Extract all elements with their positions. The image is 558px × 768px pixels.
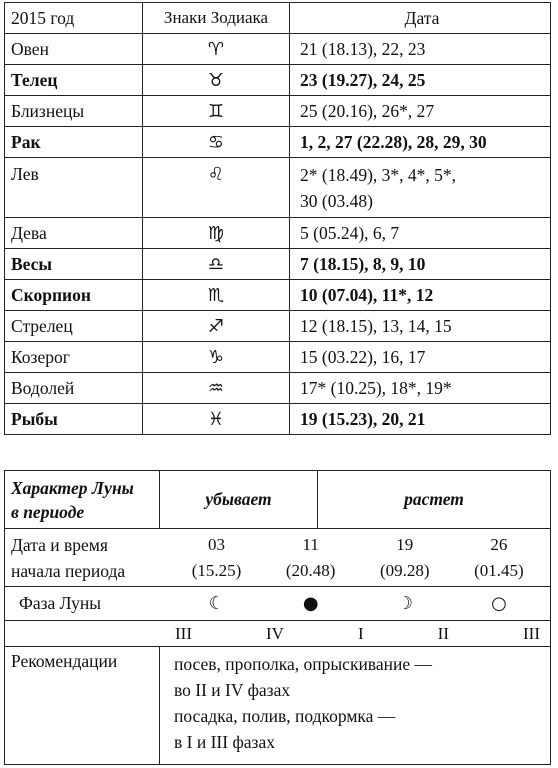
sign-name: Весы (5, 249, 143, 280)
period-start (286, 532, 336, 584)
moon-phase-table (4, 470, 551, 765)
quarter-label: II (437, 623, 449, 643)
period-start (474, 532, 524, 584)
period-time: (09.28) (380, 560, 430, 580)
moon-character-row (5, 471, 551, 529)
sign-dates-continued: 30 (03.48) (300, 190, 373, 211)
sign-name: Скорпион (5, 280, 143, 311)
quarter-label: IV (266, 623, 284, 643)
sign-name: Лев (5, 158, 143, 218)
zodiac-row (5, 127, 551, 158)
datetime-label-continued: начала периода (11, 560, 126, 581)
sign-dates: 23 (19.27), 24, 25 (290, 65, 551, 96)
sign-dates: 19 (15.23), 20, 21 (290, 404, 551, 435)
last-quarter-moon-icon: ☾ (208, 593, 225, 614)
recommendations-row (5, 647, 551, 765)
header-signs: Знаки Зодиака (143, 3, 290, 34)
zodiac-row (5, 34, 551, 65)
datetime-label: Дата и время (11, 534, 108, 555)
sign-name: Водолей (5, 373, 143, 404)
virgo-icon: ♍ (143, 218, 290, 249)
zodiac-row (5, 311, 551, 342)
sign-dates: 2* (18.49), 3*, 4*, 5*, (300, 164, 457, 185)
moon-datetime-row (5, 529, 551, 587)
sign-dates: 1, 2, 27 (22.28), 28, 29, 30 (290, 127, 551, 158)
period-start (380, 532, 430, 584)
sign-dates: 21 (18.13), 22, 23 (290, 34, 551, 65)
zodiac-row (5, 342, 551, 373)
waning-label: убывает (160, 471, 318, 529)
scorpio-icon: ♏ (143, 280, 290, 311)
aries-icon: ♈ (143, 34, 290, 65)
recommend-label: Рекомендации (5, 647, 160, 765)
zodiac-row (5, 249, 551, 280)
sign-dates: 12 (18.15), 13, 14, 15 (290, 311, 551, 342)
sign-dates: 17* (10.25), 18*, 19* (290, 373, 551, 404)
sagittarius-icon: ♐ (143, 311, 290, 342)
taurus-icon: ♉ (143, 65, 290, 96)
recommendation-line: посев, прополка, опрыскивание — (174, 654, 432, 674)
period-time: (15.25) (191, 560, 242, 580)
zodiac-row (5, 65, 551, 96)
period-day: 26 (490, 534, 508, 554)
header-date: Дата (290, 3, 551, 34)
zodiac-row (5, 218, 551, 249)
sign-dates: 10 (07.04), 11*, 12 (290, 280, 551, 311)
period-day: 19 (396, 534, 414, 554)
quarter-label: III (175, 623, 192, 643)
sign-name: Близнецы (5, 96, 143, 127)
gemini-icon: ♊ (143, 96, 290, 127)
sign-name: Рак (5, 127, 143, 158)
first-quarter-moon-icon: ☽ (396, 593, 413, 614)
period-time: (20.48) (285, 560, 336, 580)
period-start (192, 532, 242, 584)
character-label-continued: в периоде (11, 501, 85, 522)
quarter-label: III (523, 623, 540, 643)
quarter-label: I (357, 623, 364, 643)
sign-name: Рыбы (5, 404, 143, 435)
recommendation-line: в I и III фазах (174, 732, 275, 752)
zodiac-row (5, 404, 551, 435)
moon-quarter-row (5, 621, 551, 647)
recommendation-line: посадка, полив, подкормка — (174, 706, 396, 726)
sign-dates: 25 (20.16), 26*, 27 (290, 96, 551, 127)
moon-phase-row (5, 587, 551, 621)
period-time: (01.45) (474, 560, 524, 580)
new-moon-icon: ● (302, 593, 319, 614)
period-day: 03 (208, 534, 226, 554)
cancer-icon: ♋ (143, 127, 290, 158)
leo-icon: ♌ (143, 158, 290, 218)
zodiac-row (5, 96, 551, 127)
sign-name: Стрелец (5, 311, 143, 342)
capricorn-icon: ♑ (143, 342, 290, 373)
zodiac-table (4, 2, 551, 435)
aquarius-icon: ♒ (143, 373, 290, 404)
libra-icon: ♎ (143, 249, 290, 280)
character-label: Характер Луны (11, 477, 134, 498)
sign-dates: 7 (18.15), 8, 9, 10 (290, 249, 551, 280)
full-moon-icon: ○ (491, 593, 507, 614)
sign-name: Козерог (5, 342, 143, 373)
recommendation-line: во II и IV фазах (174, 680, 291, 700)
sign-name: Овен (5, 34, 143, 65)
header-year: 2015 год (5, 3, 143, 34)
sign-name: Дева (5, 218, 143, 249)
pisces-icon: ♓ (143, 404, 290, 435)
zodiac-row (5, 280, 551, 311)
phase-label: Фаза Луны (5, 587, 160, 621)
sign-name: Телец (5, 65, 143, 96)
sign-dates: 15 (03.22), 16, 17 (290, 342, 551, 373)
waxing-label: растет (318, 471, 551, 529)
zodiac-row (5, 158, 551, 218)
zodiac-row (5, 373, 551, 404)
period-day: 11 (302, 534, 319, 554)
zodiac-header-row (5, 3, 551, 34)
sign-dates: 5 (05.24), 6, 7 (290, 218, 551, 249)
